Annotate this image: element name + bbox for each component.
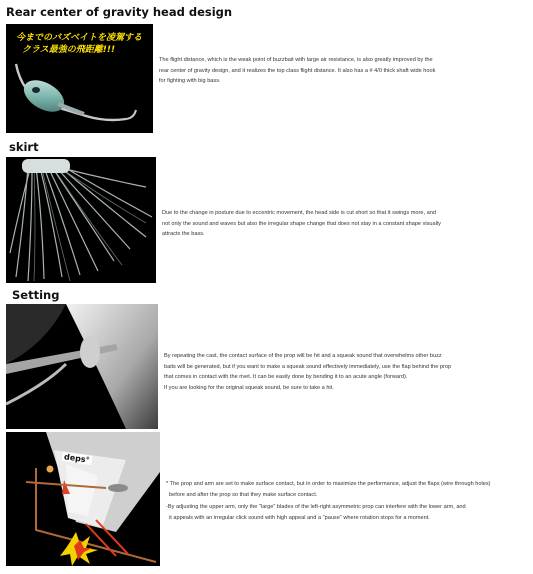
text-line: before and after the prop so that they make surface contact. (169, 491, 318, 498)
adjustment-notes (166, 479, 491, 523)
arm-contact-illustration (6, 432, 160, 566)
setting-description (164, 351, 451, 393)
text-line: baits will be generated, but if you want to make a squeak sound effectively immediately, use the flap behind the prop (164, 363, 452, 370)
overlay-caption-line1: 今までのバズベイトを凌駕する (16, 33, 143, 43)
section-title-setting: Setting (12, 288, 60, 302)
text-line: that comes in contact with the rivet. It can be easily done by bending it to an acute angle (forward). (164, 374, 408, 380)
prop-blade-illustration (6, 304, 158, 429)
section-title-skirt: skirt (9, 140, 39, 154)
text-line: it appeals with an irregular click sound with high appeal and a "pause" where rotation stops for a moment. (169, 514, 430, 521)
gravity-description (159, 55, 435, 87)
text-line: By repeating the cast, the contact surface of the prop will be hit and a squeak sound that overwhelms other buzz (164, 353, 442, 359)
text-line: -By adjusting the upper arm, only the "large" blades of the left-right asymmetric prop can interfere with the lower arm, and (166, 504, 466, 510)
logo-text: deps (63, 452, 87, 465)
head-design-photo (6, 24, 153, 133)
arm-adjustment-diagram (6, 432, 160, 566)
text-line: attracts the bass. (162, 231, 205, 237)
text-line: for fighting with big bass. (159, 78, 221, 84)
text-line: If you are looking for the original squeak sound, be sure to take a hit. (164, 384, 334, 391)
skirt-photo (6, 157, 156, 283)
text-line: The flight distance, which is the weak point of buzzbait with large air resistance, is also greatly improved by the (159, 57, 433, 63)
skirt-strands-illustration (6, 157, 156, 283)
setting-photo (6, 304, 158, 429)
text-line: not only the sound and waves but also the irregular shape change that does not stay in a constant shape visually (162, 220, 441, 227)
text-line: Due to the change in posture due to eccentric movement, the head side is cut short so that it swings more, and (162, 210, 436, 216)
text-line: * The prop and arm are set to make surface contact, but in order to maximize the performance, adjust the flaps (wire through holes) (166, 481, 491, 487)
text-line: rear center of gravity design, and it realizes the top class flight distance. It also has a # 4/0 thick shaft wide hook (159, 67, 436, 74)
skirt-description (162, 208, 441, 240)
section-title-gravity: Rear center of gravity head design (6, 5, 233, 19)
overlay-caption-line2: クラス最強の飛距離!!! (22, 45, 116, 55)
registered-mark: ® (85, 455, 91, 461)
